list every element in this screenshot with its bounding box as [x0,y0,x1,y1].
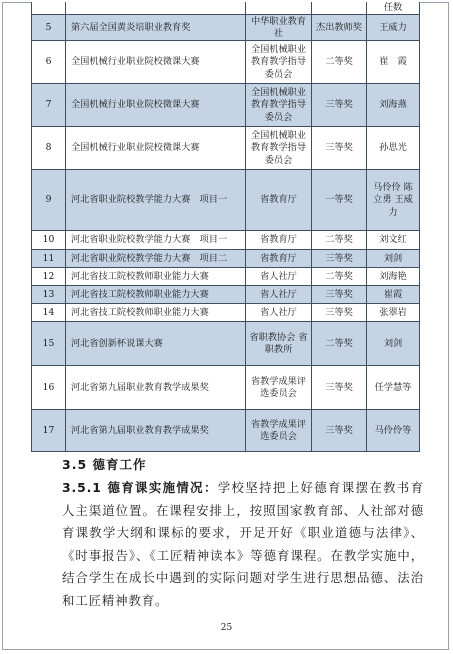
award-name: 河北省职业院校教学能力大赛 项目一 [66,231,246,250]
row-number: 10 [32,231,66,250]
award-name: 河北省技工院校教师职业能力大赛 [66,268,246,286]
row-number: 9 [32,170,66,231]
row-number: 17 [32,410,66,452]
table-row [32,304,420,322]
table-row [32,268,420,286]
table-header-fragment-row [32,2,420,15]
award-winner: 刘海燕 [367,84,420,127]
award-winner: 马伶伶等 [367,410,420,452]
award-organizer: 省教育厅 [246,170,312,231]
award-level: 三等奖 [312,410,367,452]
row-number: 12 [32,268,66,286]
award-level: 三等奖 [312,286,367,304]
row-number: 15 [32,322,66,366]
award-winner: 任学慧等 [367,366,420,410]
award-organizer: 省人社厅 [246,286,312,304]
award-level: 二等奖 [312,268,367,286]
award-level: 一等奖 [312,170,367,231]
award-level: 二等奖 [312,41,367,84]
award-level: 杰出教师奖 [312,15,367,41]
award-name: 河北省职业院校教学能力大赛 项目一 [66,170,246,231]
table-row [32,231,420,250]
award-winner: 崔霞 [367,286,420,304]
award-organizer: 省教育厅 [246,250,312,268]
page-number: 25 [220,623,233,633]
table-cell [32,2,66,15]
paragraph-text: 学校坚持把上好德育课摆在教书育人主渠道位置。在课程安排上，按照国家教育部、人社部对德育课教学大纲和课标的要求，开足开好《职业道德与法律》、《时事报告》、《工匠精神读本》等德育课程。在教学实施中，结合学生在成长中遇到的实际问题对学生进行思想品德、法治和工匠精神教育。 [62,480,424,608]
award-organizer: 中华职业教育社 [246,15,312,41]
table-row [32,322,420,366]
table-row [32,286,420,304]
award-winner: 刘剑 [367,250,420,268]
award-level: 三等奖 [312,304,367,322]
table-cell [312,2,367,15]
row-number: 14 [32,304,66,322]
award-name: 河北省技工院校教师职业能力大赛 [66,286,246,304]
award-name: 全国机械行业职业院校微课大赛 [66,84,246,127]
table-row [32,15,420,41]
award-winner: 孙思光 [367,127,420,170]
award-organizer: 全国机械职业教育教学指导委员会 [246,84,312,127]
table-row [32,84,420,127]
awards-table [31,2,420,452]
award-organizer: 全国机械职业教育教学指导委员会 [246,127,312,170]
row-number: 13 [32,286,66,304]
award-level: 三等奖 [312,127,367,170]
award-winner: 张翠岩 [367,304,420,322]
award-name: 河北省职业院校教学能力大赛 项目二 [66,250,246,268]
award-winner: 刘文红 [367,231,420,250]
award-winner: 刘剑 [367,322,420,366]
award-level: 三等奖 [312,250,367,268]
table-row [32,127,420,170]
body-paragraph [62,477,424,613]
row-number: 7 [32,84,66,127]
table-cell [246,2,312,15]
table-row [32,250,420,268]
table-cell: 任数 [367,2,420,15]
award-organizer: 省教育厅 [246,231,312,250]
award-winner: 刘海艳 [367,268,420,286]
award-level: 二等奖 [312,231,367,250]
row-number: 16 [32,366,66,410]
award-winner: 王威力 [367,15,420,41]
award-level: 二等奖 [312,322,367,366]
table-row [32,410,420,452]
award-organizer: 省教学成果评选委员会 [246,410,312,452]
award-organizer: 省人社厅 [246,268,312,286]
award-winner: 马伶伶 陈立勇 王威力 [367,170,420,231]
award-organizer: 省教学成果评选委员会 [246,366,312,410]
section-heading: 3.5 德育工作 [62,457,147,472]
award-name: 河北省第九届职业教育教学成果奖 [66,366,246,410]
award-name: 全国机械行业职业院校微课大赛 [66,127,246,170]
row-number: 8 [32,127,66,170]
table-cell [66,2,246,15]
award-organizer: 全国机械职业教育教学指导委员会 [246,41,312,84]
award-name: 全国机械行业职业院校微课大赛 [66,41,246,84]
award-name: 河北省第九届职业教育教学成果奖 [66,410,246,452]
award-organizer: 省人社厅 [246,304,312,322]
subsection-lead: 3.5.1 德育课实施情况： [62,480,218,495]
award-organizer: 省职教协会 省职教所 [246,322,312,366]
award-name: 河北省创新杯说课大赛 [66,322,246,366]
award-level: 三等奖 [312,366,367,410]
award-winner: 崔 霞 [367,41,420,84]
table-row [32,41,420,84]
table-row [32,170,420,231]
award-name: 河北省技工院校教师职业能力大赛 [66,304,246,322]
award-name: 第六届全国黄炎培职业教育奖 [66,15,246,41]
award-level: 三等奖 [312,84,367,127]
table-row [32,366,420,410]
row-number: 6 [32,41,66,84]
row-number: 11 [32,250,66,268]
row-number: 5 [32,15,66,41]
